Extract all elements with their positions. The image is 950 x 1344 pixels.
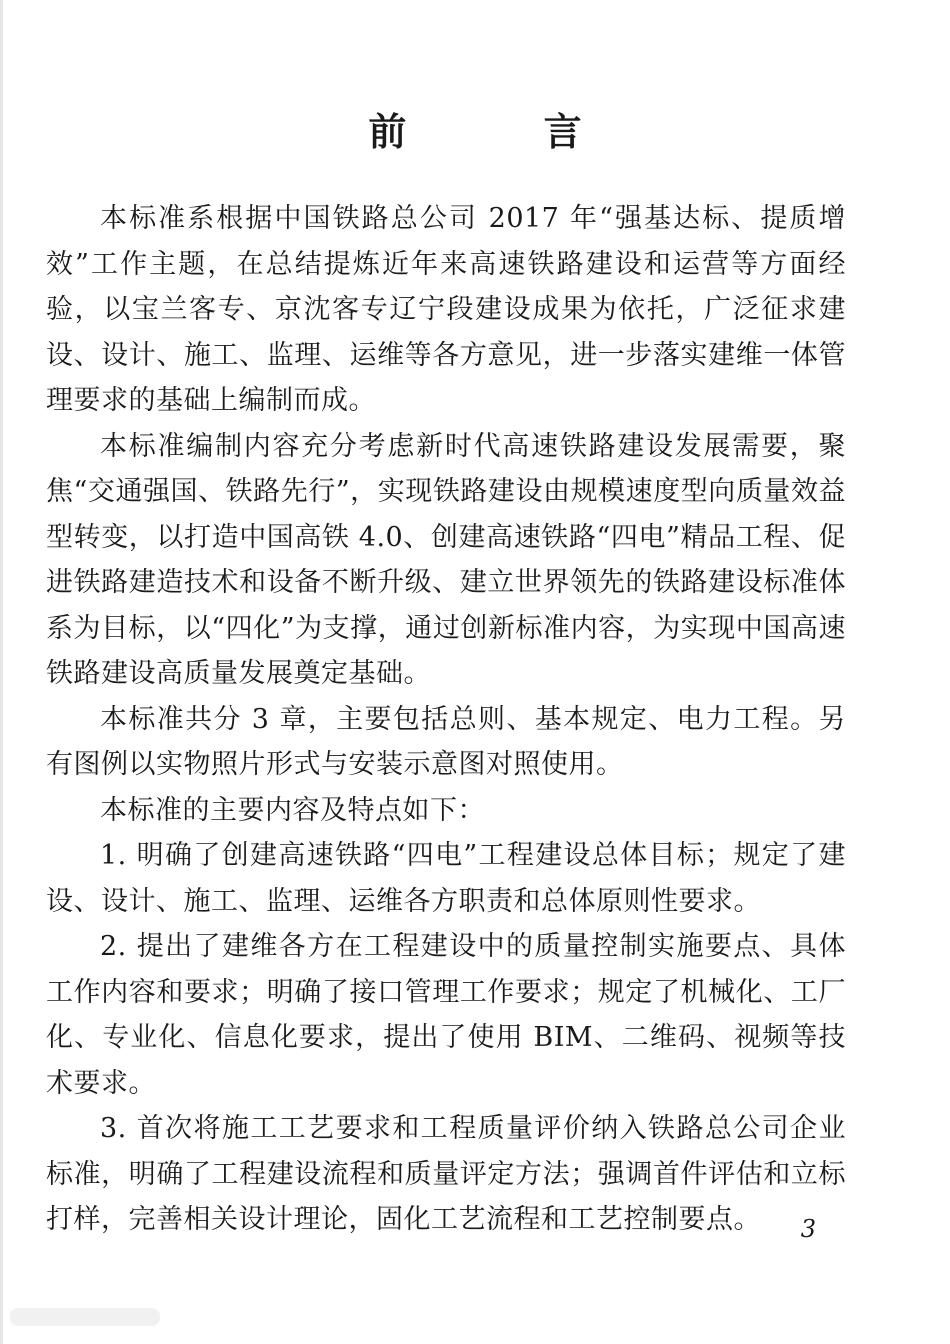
- scan-edge: [0, 0, 3, 1344]
- paragraph-features-intro: 本标准的主要内容及特点如下：: [100, 794, 485, 826]
- paragraph-goals: 本标准编制内容充分考虑新时代高速铁路建设发展需要，聚焦“交通强国、铁路先行”，实现铁路建设由规模速度型向质量效益型转变，以打造中国高铁 4.0、创建高速铁路“四电”精品工程、促进铁路建造技术和设备不断升级、建立世界领先的铁路建设标准体系为目标，以“四化”为支撑，通过创新标准内容，为实现中国高速铁路建设高质量发展奠定基础。: [46, 430, 846, 689]
- page-number: 3: [800, 1215, 816, 1243]
- paragraph-feature-3: 3. 首次将施工工艺要求和工程质量评价纳入铁路总公司企业标准，明确了工程建设流程和质量评定方法；强调首件评估和立标打样，完善相关设计理论，固化工艺流程和工艺控制要点。: [46, 1113, 846, 1235]
- page-title: 前 言: [368, 109, 644, 154]
- paragraph-feature-1: 1. 明确了创建高速铁路“四电”工程建设总体目标；规定了建设、设计、施工、监理、运维各方职责和总体原则性要求。: [46, 840, 846, 917]
- body-text: [46, 196, 846, 1243]
- scan-smudge: [10, 1308, 160, 1326]
- paragraph-feature-2: 2. 提出了建维各方在工程建设中的质量控制实施要点、具体工作内容和要求；明确了接口管理工作要求；规定了机械化、工厂化、专业化、信息化要求，提出了使用 BIM、二维码、视频等技术要求。: [46, 931, 846, 1099]
- paragraph-structure: 本标准共分 3 章，主要包括总则、基本规定、电力工程。另有图例以实物照片形式与安装示意图对照使用。: [46, 703, 846, 780]
- paragraph-basis: 本标准系根据中国铁路总公司 2017 年“强基达标、提质增效”工作主题，在总结提炼近年来高速铁路建设和运营等方面经验，以宝兰客专、京沈客专辽宁段建设成果为依托，广泛征求建设、设计、施工、监理、运维等各方意见，进一步落实建维一体管理要求的基础上编制而成。: [46, 203, 846, 416]
